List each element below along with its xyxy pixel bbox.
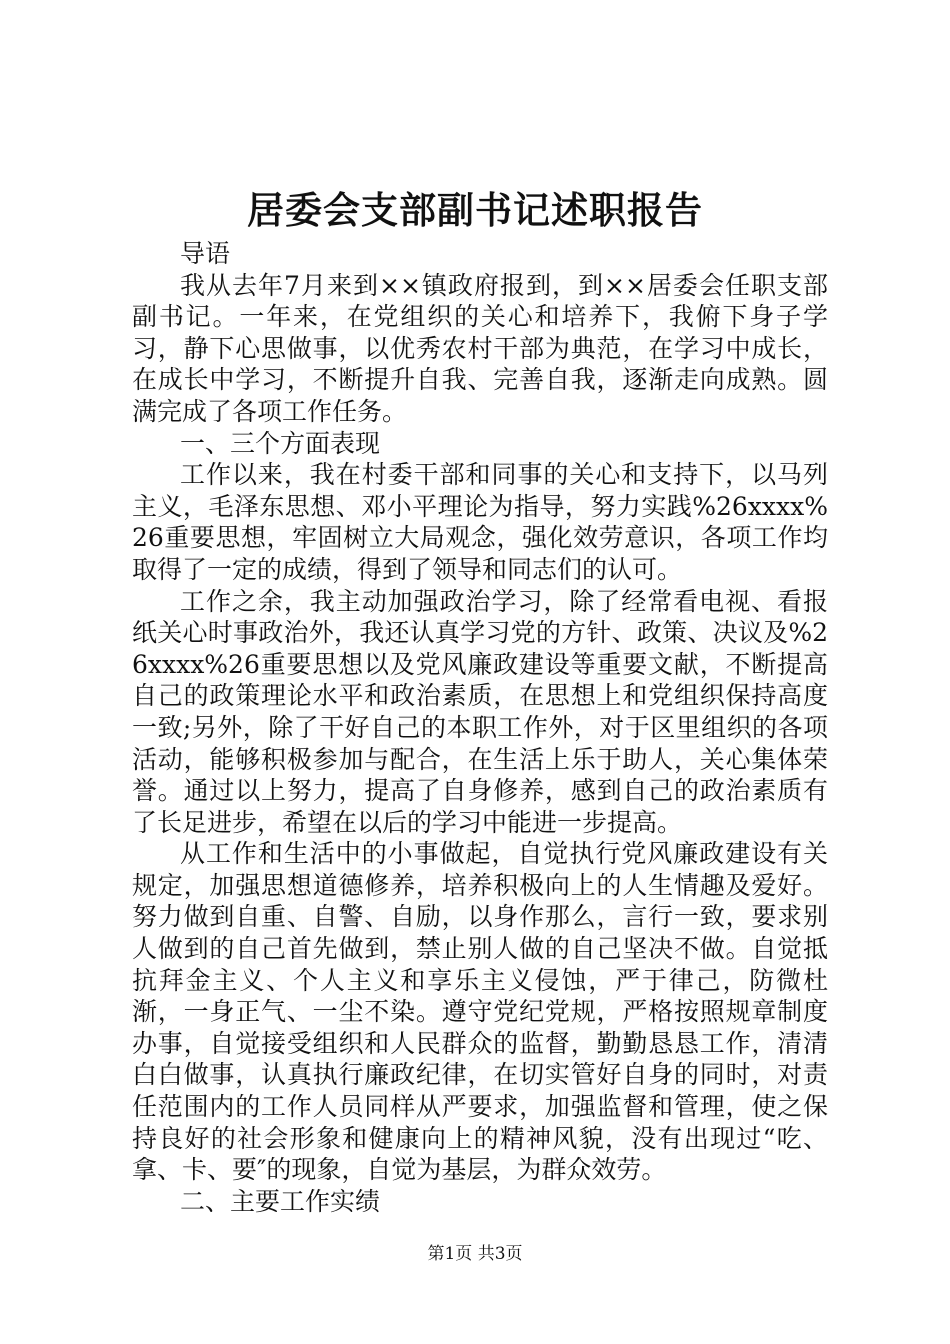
paragraph-study: 工作之余，我主动加强政治学习，除了经常看电视、看报纸关心时事政治外，我还认真学习党的方针、政策、决议及%26xxxx%26重要思想以及党风廉政建设等重要文献，不断提高自己的政策理论水平和政治素质，在思想上和党组织保持高度一致;另外，除了干好自己的本职工作外，对于区里组织的各项活动，能够积极参加与配合，在生活上乐于助人，关心集体荣誉。通过以上努力，提高了自身修养，感到自己的政治素质有了长足进步，希望在以后的学习中能进一步提高。 — [132, 586, 828, 837]
paragraph-work: 工作以来，我在村委干部和同事的关心和支持下，以马列主义，毛泽东思想、邓小平理论为指导，努力实践%26xxxx%26重要思想，牢固树立大局观念，强化效劳意识，各项工作均取得了一定的成绩，得到了领导和同志们的认可。 — [132, 460, 828, 584]
document-body — [132, 238, 828, 1217]
paragraph-intro-heading: 导语 — [180, 239, 231, 268]
section-heading-1: 一、三个方面表现 — [180, 428, 381, 458]
section-heading-2: 二、主要工作实绩 — [180, 1186, 381, 1216]
paragraph-integrity: 从工作和生活中的小事做起，自觉执行党风廉政建设有关规定，加强思想道德修养，培养积极向上的人生情趣及爱好。努力做到自重、自警、自励，以身作那么，言行一致，要求别人做到的自己首先做到，禁止别人做的自己坚决不做。自觉抵抗拜金主义、个人主义和享乐主义侵蚀，严于律己，防微杜渐，一身正气、一尘不染。遵守党纪党规，严格按照规章制度办事，自觉接受组织和人民群众的监督，勤勤恳恳工作，清清白白做事，认真执行廉政纪律，在切实管好自身的同时，对责任范围内的工作人员同样从严要求，加强监督和管理，使之保持良好的社会形象和健康向上的精神风貌，没有出现过“吃、拿、卡、要″的现象，自觉为基层，为群众效劳。 — [132, 839, 828, 1185]
page-footer: 第1页 共3页 — [427, 1244, 523, 1264]
paragraph-intro: 我从去年7月来到××镇政府报到，到××居委会任职支部副书记。一年来，在党组织的关心和培养下，我俯下身子学习，静下心思做事，以优秀农村干部为典范，在学习中成长，在成长中学习，不断提升自我、完善自我，逐渐走向成熟。圆满完成了各项工作任务。 — [132, 270, 828, 426]
document-title: 居委会支部副书记述职报告 — [247, 188, 703, 232]
